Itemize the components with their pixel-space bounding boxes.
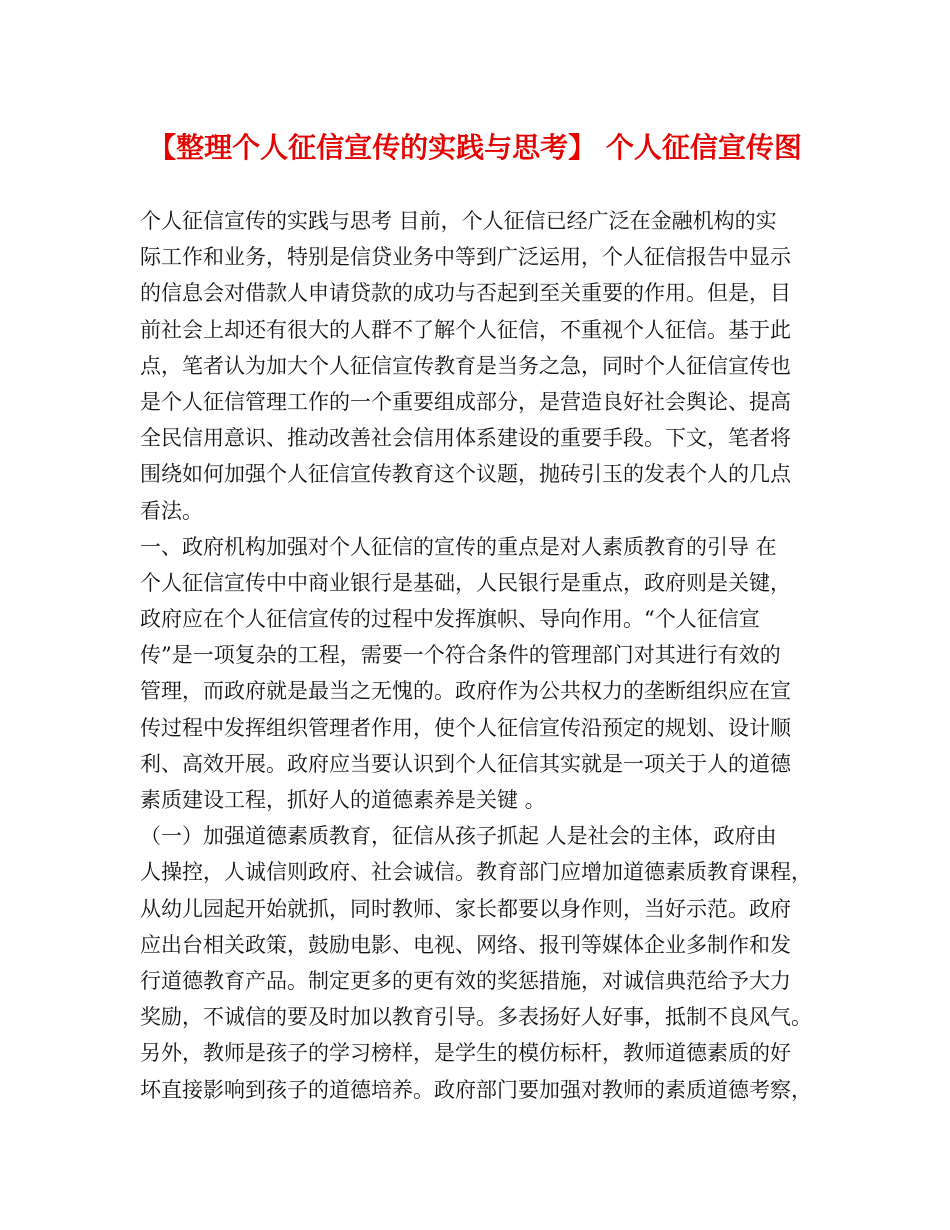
body-line: 人操控，人诚信则政府、社会诚信。教育部门应增加道德素质教育课程， xyxy=(140,860,812,885)
body-line: 利、高效开展。政府应当要认识到个人征信其实就是一项关于人的道德 xyxy=(140,751,791,776)
body-line: 个人征信宣传中中商业银行是基础，人民银行是重点，政府则是关键， xyxy=(140,570,791,595)
body-line: 全民信用意识、推动改善社会信用体系建设的重要手段。下文，笔者将 xyxy=(140,426,791,451)
body-line: 坏直接影响到孩子的道德培养。政府部门要加强对教师的素质道德考察， xyxy=(140,1077,812,1102)
body-line: 的信息会对借款人申请贷款的成功与否起到至关重要的作用。但是，目 xyxy=(140,281,791,306)
body-line: 传过程中发挥组织管理者作用，使个人征信宣传沿预定的规划、设计顺 xyxy=(140,715,791,740)
body-line: 政府应在个人征信宣传的过程中发挥旗帜、导向作用。“个人征信宣 xyxy=(140,607,760,632)
body-line: 奖励，不诚信的要及时加以教育引导。多表扬好人好事，抵制不良风气。 xyxy=(140,1005,812,1030)
body-line: 围绕如何加强个人征信宣传教育这个议题，抛砖引玉的发表个人的几点 xyxy=(140,462,791,487)
body-line: 际工作和业务，特别是信贷业务中等到广泛运用，个人征信报告中显示 xyxy=(140,245,791,270)
body-line: 看法。 xyxy=(140,498,203,523)
body-line: 管理，而政府就是最当之无愧的。政府作为公共权力的垄断组织应在宣 xyxy=(140,679,791,704)
body-line: （一）加强道德素质教育，征信从孩子抓起 人是社会的主体，政府由 xyxy=(140,824,777,849)
body-line: 素质建设工程，抓好人的道德素养是关键 。 xyxy=(140,788,546,812)
body-line: 另外，教师是孩子的学习榜样，是学生的模仿标杆，教师道德素质的好 xyxy=(140,1041,791,1066)
body-line: 从幼儿园起开始就抓，同时教师、家长都要以身作则，当好示范。政府 xyxy=(140,896,791,921)
body-line: 行道德教育产品。制定更多的更有效的奖惩措施，对诚信典范给予大力 xyxy=(140,968,791,993)
body-line: 个人征信宣传的实践与思考 目前，个人征信已经广泛在金融机构的实 xyxy=(140,209,777,233)
body-line: 应出台相关政策，鼓励电影、电视、网络、报刊等媒体企业多制作和发 xyxy=(140,932,791,957)
body-line: 点，笔者认为加大个人征信宣传教育是当务之急，同时个人征信宣传也 xyxy=(140,353,791,378)
document-title: 【整理个人征信宣传的实践与思考】 个人征信宣传图 xyxy=(148,131,802,164)
body-line: 一、政府机构加强对个人征信的宣传的重点是对人素质教育的引导 在 xyxy=(140,534,777,559)
document-body xyxy=(140,203,830,1108)
body-line: 是个人征信管理工作的一个重要组成部分，是营造良好社会舆论、提高 xyxy=(140,389,791,414)
body-line: 传”是一项复杂的工程，需要一个符合条件的管理部门对其进行有效的 xyxy=(140,643,781,668)
body-line: 前社会上却还有很大的人群不了解个人征信，不重视个人征信。基于此 xyxy=(140,317,791,342)
